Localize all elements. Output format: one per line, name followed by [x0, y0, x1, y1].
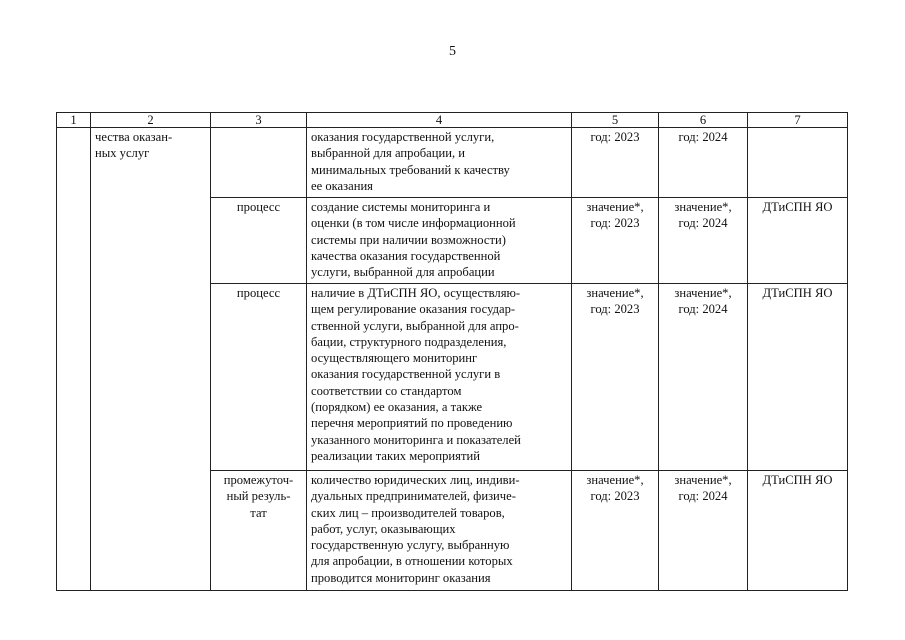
indicators-table	[56, 112, 848, 591]
year-2023-text: значение*, год: 2023	[586, 286, 644, 317]
cell-description	[307, 471, 572, 591]
cell-stage	[211, 198, 307, 284]
column-header-1: 1	[57, 113, 91, 128]
description-text: количество юридических лиц, индиви- дуальных предпринимателей, физиче- ских лиц – производителей товаров, работ, услуг, оказывающих государственную услугу, выбранную для апробации, в отношении которых проводится мониторинг оказания	[311, 473, 520, 585]
cell-year-2023	[572, 284, 659, 471]
table-row	[57, 128, 848, 198]
cell-responsible	[748, 198, 848, 284]
cell-indicator-name	[91, 128, 211, 591]
cell-stage	[211, 284, 307, 471]
column-header-7: 7	[748, 113, 848, 128]
column-number-row	[57, 113, 848, 128]
cell-col1	[57, 128, 91, 591]
indicator-name-text: чества оказан- ных услуг	[95, 130, 173, 161]
cell-responsible	[748, 128, 848, 198]
cell-year-2024	[659, 198, 748, 284]
description-text: оказания государственной услуги, выбранной для апробации, и минимальных требований к качеству ее оказания	[311, 130, 510, 193]
cell-year-2023	[572, 128, 659, 198]
cell-description	[307, 128, 572, 198]
column-header-3: 3	[211, 113, 307, 128]
cell-stage	[211, 471, 307, 591]
column-header-4: 4	[307, 113, 572, 128]
column-header-5: 5	[572, 113, 659, 128]
responsible-text: ДТиСПН ЯО	[762, 200, 833, 214]
year-2024-text: год: 2024	[678, 130, 728, 144]
cell-responsible	[748, 284, 848, 471]
cell-year-2023	[572, 471, 659, 591]
cell-responsible	[748, 471, 848, 591]
responsible-text: ДТиСПН ЯО	[762, 473, 833, 487]
year-2024-text: значение*, год: 2024	[674, 286, 732, 317]
cell-year-2024	[659, 471, 748, 591]
stage-text: процесс	[236, 286, 281, 300]
column-header-2: 2	[91, 113, 211, 128]
responsible-text: ДТиСПН ЯО	[762, 286, 833, 300]
page-number: 5	[449, 44, 456, 59]
cell-description	[307, 198, 572, 284]
year-2023-text: значение*, год: 2023	[586, 473, 644, 504]
year-2023-text: значение*, год: 2023	[586, 200, 644, 231]
stage-text: процесс	[236, 200, 281, 214]
cell-stage	[211, 128, 307, 198]
cell-year-2024	[659, 284, 748, 471]
year-2024-text: значение*, год: 2024	[674, 200, 732, 231]
year-2024-text: значение*, год: 2024	[674, 473, 732, 504]
year-2023-text: год: 2023	[590, 130, 640, 144]
description-text: создание системы мониторинга и оценки (в том числе информационной системы при наличии возможности) качества оказания государственной услуги, выбранной для апробации	[311, 200, 516, 280]
cell-description	[307, 284, 572, 471]
description-text: наличие в ДТиСПН ЯО, осуществляю- щем регулирование оказания государ- ственной услуги, выбранной для апро- бации, структурного подразделения, осуществляющего мониторинг оказания государственной услуги в соответствии со стандартом (порядком) ее оказания, а также перечня мероприятий по проведению указанного мониторинга и показателей реализации таких мероприятий	[311, 286, 521, 463]
cell-year-2024	[659, 128, 748, 198]
column-header-6: 6	[659, 113, 748, 128]
cell-year-2023	[572, 198, 659, 284]
stage-text: промежуточ- ный резуль- тат	[223, 473, 294, 520]
